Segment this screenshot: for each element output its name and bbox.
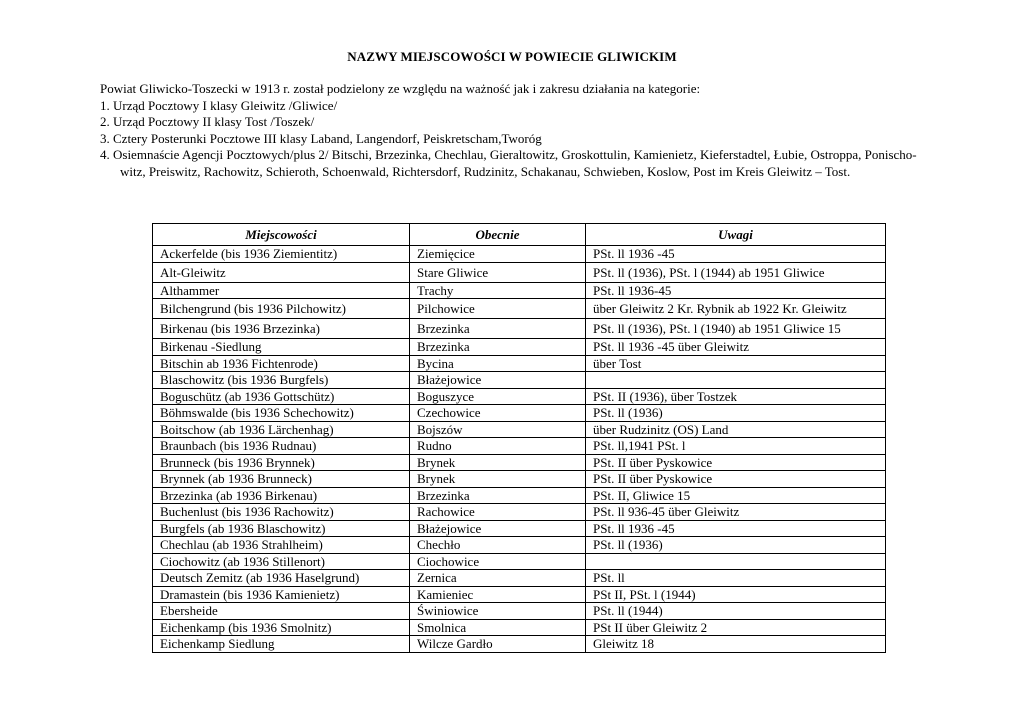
table-row [153, 339, 886, 356]
cell-miejscowosc: Eichenkamp Siedlung [153, 636, 410, 653]
table-row [153, 504, 886, 521]
table-body [153, 246, 886, 653]
cell-uwagi: PSt. II, Gliwice 15 [586, 487, 886, 504]
intro-line: 4. Osiemnaście Agencji Pocztowych/plus 2/ Bitschi, Brzezinka, Chechlau, Gieraltowitz, Groskottulin, Kamienietz, Kieferstadtel, Łubie, Ostroppa, Ponischo- [100, 147, 917, 162]
cell-uwagi: PSt. ll [586, 570, 886, 587]
cell-uwagi: PSt II über Gleiwitz 2 [586, 619, 886, 636]
cell-uwagi: PSt. ll 1936 -45 [586, 246, 886, 263]
cell-uwagi: PSt. II über Pyskowice [586, 471, 886, 488]
cell-uwagi: PSt II, PSt. l (1944) [586, 586, 886, 603]
cell-obecnie: Zernica [410, 570, 586, 587]
cell-miejscowosc: Blaschowitz (bis 1936 Burgfels) [153, 372, 410, 389]
table-row [153, 438, 886, 455]
cell-uwagi: PSt. ll,1941 PSt. l [586, 438, 886, 455]
cell-uwagi: PSt. ll 936-45 über Gleiwitz [586, 504, 886, 521]
cell-uwagi: Gleiwitz 18 [586, 636, 886, 653]
cell-miejscowosc: Brynnek (ab 1936 Brunneck) [153, 471, 410, 488]
table-row [153, 537, 886, 554]
cell-miejscowosc: Bilchengrund (bis 1936 Pilchowitz) [153, 299, 410, 319]
cell-obecnie: Świniowice [410, 603, 586, 620]
cell-obecnie: Brzezinka [410, 339, 586, 356]
column-header-obecnie: Obecnie [410, 224, 586, 246]
cell-miejscowosc: Birkenau -Siedlung [153, 339, 410, 356]
cell-uwagi: über Tost [586, 355, 886, 372]
table-row [153, 319, 886, 339]
cell-obecnie: Brzezinka [410, 319, 586, 339]
cell-miejscowosc: Bitschin ab 1936 Fichtenrode) [153, 355, 410, 372]
intro-line: 1. Urząd Pocztowy I klasy Gleiwitz /Gliwice/ [100, 97, 338, 113]
cell-uwagi: über Gleiwitz 2 Kr. Rybnik ab 1922 Kr. Gleiwitz [586, 299, 886, 319]
cell-uwagi: PSt. ll (1944) [586, 603, 886, 620]
cell-miejscowosc: Burgfels (ab 1936 Blaschowitz) [153, 520, 410, 537]
table-row [153, 262, 886, 282]
table-row [153, 372, 886, 389]
cell-miejscowosc: Brunneck (bis 1936 Brynnek) [153, 454, 410, 471]
cell-obecnie: Błażejowice [410, 372, 586, 389]
cell-obecnie: Rudno [410, 438, 586, 455]
column-header-uwagi: Uwagi [586, 224, 886, 246]
cell-uwagi: PSt. ll (1936) [586, 537, 886, 554]
cell-uwagi: PSt. ll (1936), PSt. l (1944) ab 1951 Gliwice [586, 262, 886, 282]
cell-obecnie: Ciochowice [410, 553, 586, 570]
cell-obecnie: Rachowice [410, 504, 586, 521]
intro-line: witz, Preiswitz, Rachowitz, Schieroth, Schoenwald, Richtersdorf, Rudzinitz, Schakanau, Schwieben, Koslow, Post im Kreis Gleiwitz – Tost. [120, 163, 851, 179]
document-title: NAZWY MIEJSCOWOŚCI W POWIECIE GLIWICKIM [347, 49, 677, 64]
cell-miejscowosc: Boguschütz (ab 1936 Gottschütz) [153, 388, 410, 405]
table-row [153, 586, 886, 603]
cell-uwagi: PSt. II über Pyskowice [586, 454, 886, 471]
cell-miejscowosc: Buchenlust (bis 1936 Rachowitz) [153, 504, 410, 521]
cell-uwagi: PSt. ll 1936 -45 über Gleiwitz [586, 339, 886, 356]
cell-miejscowosc: Chechlau (ab 1936 Strahlheim) [153, 537, 410, 554]
table-row [153, 421, 886, 438]
cell-uwagi: PSt. ll 1936 -45 [586, 520, 886, 537]
cell-obecnie: Boguszyce [410, 388, 586, 405]
intro-line: Powiat Gliwicko-Toszecki w 1913 r. został podzielony ze względu na ważność jak i zakresu działania na kategorie: [100, 81, 701, 96]
cell-miejscowosc: Ackerfelde (bis 1936 Ziemientitz) [153, 246, 410, 263]
cell-miejscowosc: Dramastein (bis 1936 Kamienietz) [153, 586, 410, 603]
table-row [153, 388, 886, 405]
cell-obecnie: Wilcze Gardło [410, 636, 586, 653]
table-row [153, 355, 886, 372]
cell-obecnie: Czechowice [410, 405, 586, 422]
table-row [153, 619, 886, 636]
cell-obecnie: Ziemięcice [410, 246, 586, 263]
cell-miejscowosc: Birkenau (bis 1936 Brzezinka) [153, 319, 410, 339]
cell-obecnie: Bojszów [410, 421, 586, 438]
places-table [152, 223, 886, 653]
cell-miejscowosc: Deutsch Zemitz (ab 1936 Haselgrund) [153, 570, 410, 587]
table-row [153, 246, 886, 263]
cell-miejscowosc: Althammer [153, 282, 410, 299]
cell-miejscowosc: Alt-Gleiwitz [153, 262, 410, 282]
cell-obecnie: Trachy [410, 282, 586, 299]
table-row [153, 454, 886, 471]
cell-obecnie: Stare Gliwice [410, 262, 586, 282]
table-row [153, 487, 886, 504]
table-header-row [153, 224, 886, 246]
cell-uwagi: PSt. ll (1936) [586, 405, 886, 422]
cell-obecnie: Bycina [410, 355, 586, 372]
cell-miejscowosc: Ciochowitz (ab 1936 Stillenort) [153, 553, 410, 570]
table-row [153, 570, 886, 587]
intro-line: 3. Cztery Posterunki Pocztowe III klasy Laband, Langendorf, Peiskretscham,Tworóg [100, 130, 542, 146]
cell-miejscowosc: Böhmswalde (bis 1936 Schechowitz) [153, 405, 410, 422]
cell-uwagi [586, 372, 886, 389]
table-row [153, 636, 886, 653]
cell-obecnie: Brynek [410, 471, 586, 488]
cell-obecnie: Pilchowice [410, 299, 586, 319]
table-row [153, 405, 886, 422]
table-row [153, 520, 886, 537]
table-row [153, 282, 886, 299]
cell-miejscowosc: Boitschow (ab 1936 Lärchenhag) [153, 421, 410, 438]
cell-uwagi: PSt. ll (1936), PSt. l (1940) ab 1951 Gliwice 15 [586, 319, 886, 339]
cell-uwagi: PSt. ll 1936-45 [586, 282, 886, 299]
cell-uwagi: PSt. II (1936), über Tostzek [586, 388, 886, 405]
table-row [153, 471, 886, 488]
cell-miejscowosc: Ebersheide [153, 603, 410, 620]
cell-uwagi: über Rudzinitz (OS) Land [586, 421, 886, 438]
intro-text [100, 81, 1000, 180]
table-row [153, 553, 886, 570]
cell-obecnie: Brzezinka [410, 487, 586, 504]
cell-uwagi [586, 553, 886, 570]
cell-miejscowosc: Eichenkamp (bis 1936 Smolnitz) [153, 619, 410, 636]
cell-miejscowosc: Brzezinka (ab 1936 Birkenau) [153, 487, 410, 504]
column-header-miejscowosci: Miejscowości [153, 224, 410, 246]
cell-obecnie: Kamieniec [410, 586, 586, 603]
intro-line: 2. Urząd Pocztowy II klasy Tost /Toszek/ [100, 114, 315, 129]
table-row [153, 299, 886, 319]
cell-obecnie: Smolnica [410, 619, 586, 636]
table-row [153, 603, 886, 620]
cell-obecnie: Błażejowice [410, 520, 586, 537]
cell-miejscowosc: Braunbach (bis 1936 Rudnau) [153, 438, 410, 455]
cell-obecnie: Chechło [410, 537, 586, 554]
cell-obecnie: Brynek [410, 454, 586, 471]
